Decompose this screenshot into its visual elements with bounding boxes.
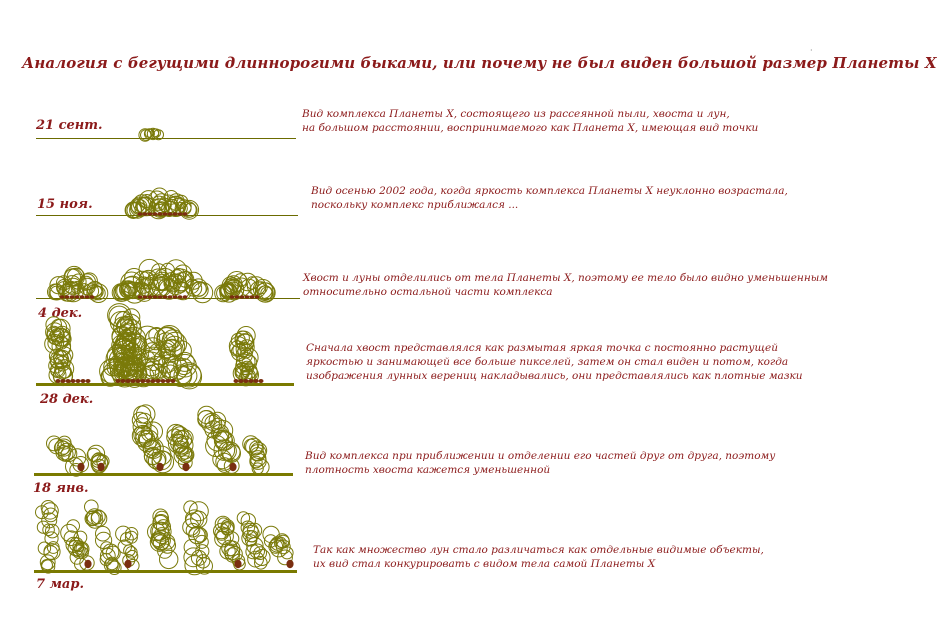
stage-date-4: 28 дек. [40, 392, 94, 407]
stage-date-3: 4 дек. [38, 306, 83, 321]
moon-body [84, 560, 91, 568]
desc-line: Хвост и луны отделились от тела Планеты Х, поэтому ее тело было видно уменьшенным [303, 272, 828, 284]
edge-mark: · [810, 46, 813, 55]
desc-line: Вид комплекса Планеты Х, состоящего из рассеянной пыли, хвоста и лун, [302, 108, 730, 120]
desc-line: Сначала хвост представлялся как размытая яркая точка с постоянно растущей [306, 342, 778, 354]
stage-date-5: 18 янв. [33, 481, 89, 496]
desc-line: Вид комплекса при приближении и отделении его частей друг от друга, поэтому [305, 450, 776, 462]
page-title: Аналогия с бегущими длиннорогими быками, или почему не был виден большой размер Планеты Х [22, 54, 937, 72]
stage-date-6: 7 мар. [36, 577, 84, 592]
puff-loop [121, 533, 134, 546]
desc-line: их вид стал конкурировать с видом тела самой Планеты Х [313, 558, 656, 570]
desc-line: изображения лунных верениц накладывались, они представлялись как плотные мазки [306, 370, 803, 382]
puff-loop [44, 508, 58, 522]
desc-line: яркостью и занимающей все больше пикселей, затем он стал виден и потом, когда [306, 356, 789, 368]
puff-loop [96, 532, 112, 548]
stage-description-6 [313, 543, 764, 571]
stage-date-1: 21 сент. [36, 118, 103, 133]
stage-date-2: 15 ноя. [37, 197, 93, 212]
desc-line: плотность хвоста кажется уменьшенной [305, 464, 551, 476]
desc-line: на большом расстоянии, воспринимаемого как Планета Х, имеющая вид точки [302, 122, 759, 134]
desc-line: Так как множество лун стало различаться как отдельные видимые объекты, [313, 544, 764, 556]
moon-body [234, 560, 241, 568]
desc-line: относительно остальной части комплекса [303, 286, 553, 298]
puff-loop [125, 531, 137, 543]
desc-line: Вид осенью 2002 года, когда яркость комплекса Планеты Х неуклонно возрастала, [311, 185, 788, 197]
moon-body [124, 560, 131, 568]
moon-body [286, 560, 293, 568]
desc-line: поскольку комплекс приближался ... [311, 199, 519, 211]
